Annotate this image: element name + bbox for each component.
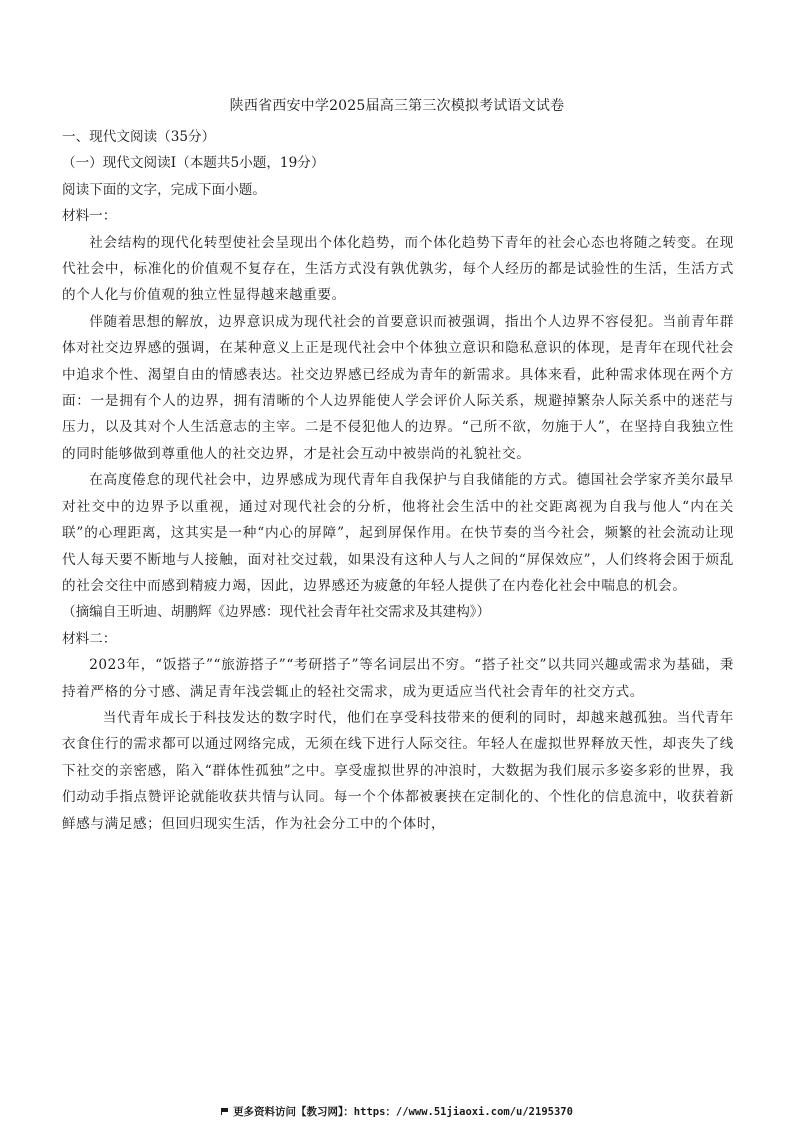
material-1-paragraph-1: 社会结构的现代化转型使社会呈现出个体化趋势，而个体化趋势下青年的社会心态也将随之转变。在现代社会中，标准化的价值观不复存在，生活方式没有孰优孰劣，每个人经历的都是试验性的生活，生活方式的个人化与价值观的独立性显得越来越重要。 (62, 234, 734, 304)
footer-text: 更多资料访问【教习网】：https：//www.51jiaoxi.com/u/2195370 (233, 1106, 573, 1118)
material-1-paragraph-3: 在高度倦怠的现代社会中，边界感成为现代青年自我保护与自我储能的方式。德国社会学家齐美尔最早对社交中的边界予以重视，通过对现代社会的分析，他将社会生活中的社交距离视为自我与他人“内在关联”的心理距离，这其实是一种“内心的屏障”，起到屏保作用。在快节奏的当今社会，频繁的社会流动让现代人每天要不断地与人接触，面对社交过载，如果没有这种人与人之间的“屏保效应”，人们终将会困于烦乱的社会交往中而感到精疲力竭，因此，边界感还为疲惫的年轻人提供了在内卷化社会中喘息的机会。 (62, 472, 734, 594)
material-2-paragraph-2: 当代青年成长于科技发达的数字时代，他们在享受科技带来的便利的同时，却越来越孤独。当代青年衣食住行的需求都可以通过网络完成，无须在线下进行人际交往。年轻人在虚拟世界释放天性，却丧失了线下社交的亲密感，陷入“群体性孤独”之中。享受虚拟世界的冲浪时，大数据为我们展示多姿多彩的世界，我们动动手指点赞评论就能收获共情与认同。每一个个体都被裹挟在定制化的、个性化的信息流中，收获着新鲜感与满足感；但回归现实生活，作为社会分工中的个体时， (62, 709, 734, 832)
footer-link[interactable] (0, 1105, 794, 1119)
instruction-text: 阅读下面的文字，完成下面小题。 (62, 181, 266, 198)
subsection-heading: （一）现代文阅读Ⅰ（本题共5小题，19分） (62, 155, 325, 172)
material-1-label: 材料一： (62, 208, 117, 225)
material-2-label: 材料二： (62, 630, 117, 647)
material-2-paragraph-1: 2023年，“饭搭子”“旅游搭子”“考研搭子”等名词层出不穷。“搭子社交”以共同兴趣或需求为基础，秉持着严格的分寸感、满足青年浅尝辄止的轻社交需求，成为更适应当代社会青年的社交方式。 (62, 657, 734, 700)
reading-section (62, 124, 734, 837)
material-1-source: （摘编自王昕迪、胡鹏辉《边界感：现代社会青年社交需求及其建构》） (62, 604, 491, 621)
section-heading: 一、现代文阅读（35分） (62, 129, 216, 145)
flag-icon (221, 1108, 229, 1115)
material-1-paragraph-2: 伴随着思想的解放，边界意识成为现代社会的首要意识而被强调，指出个人边界不容侵犯。当前青年群体对社交边界感的强调，在某种意义上正是现代社会中个体独立意识和隐私意识的体现，是青年在现代社会中追求个性、渴望自由的情感表达。社交边界感已经成为青年的新需求。具体来看，此种需求体现在两个方面：一是拥有个人的边界，拥有清晰的个人边界能使人学会评价人际关系，规避掉繁杂人际关系中的迷茫与压力，以及其对个人生活意志的主宰。二是不侵犯他人的边界。“己所不欲，勿施于人”，在坚持自我独立性的同时能够做到尊重他人的社交边界，才是社会互动中被崇尚的礼貌社交。 (62, 313, 734, 462)
exam-title: 陕西省西安中学2025届高三第三次模拟考试语文试卷 (229, 98, 565, 114)
